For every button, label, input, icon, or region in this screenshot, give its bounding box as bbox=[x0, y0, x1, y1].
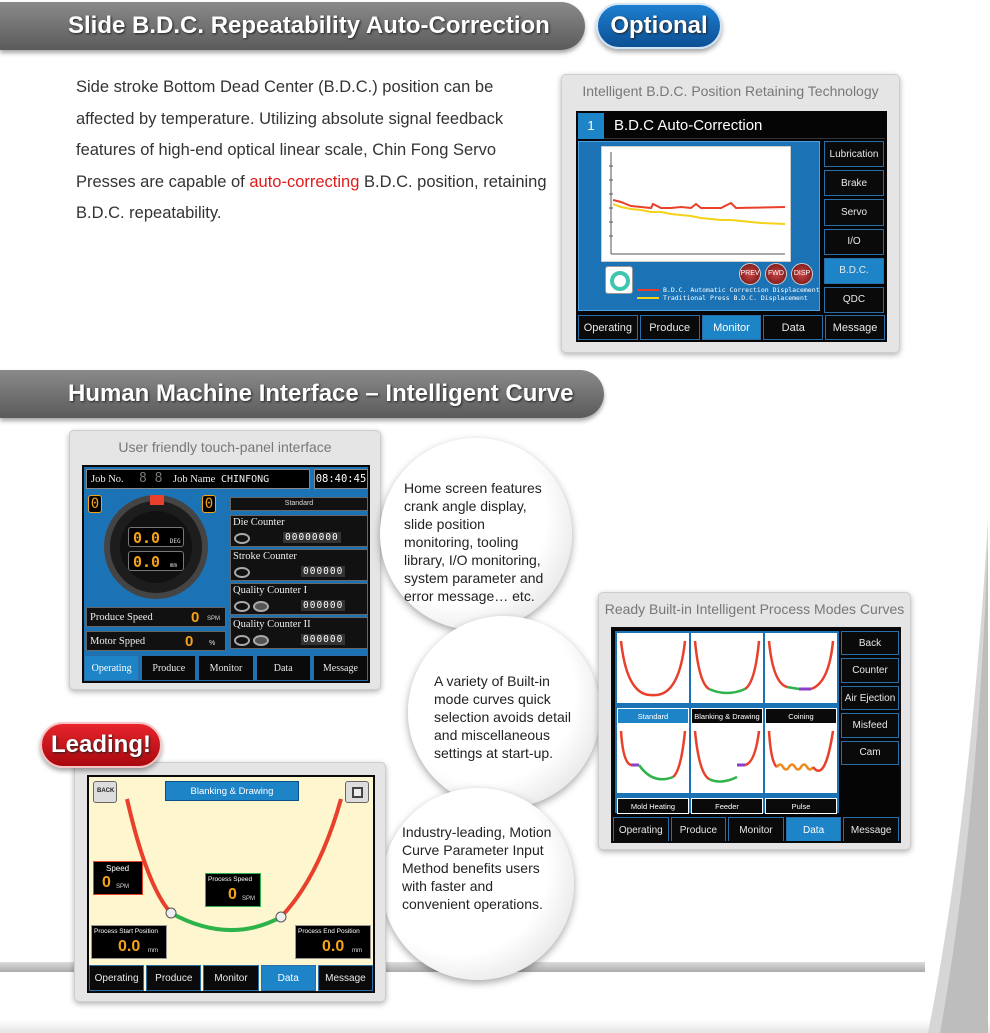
tab-produce[interactable]: Produce bbox=[640, 315, 700, 340]
description-text-end: B.D.C. position, retaining B.D.C. repeatability. bbox=[76, 172, 547, 222]
modes-screen bbox=[611, 627, 901, 843]
description-highlight: auto-correcting bbox=[249, 172, 360, 191]
job-no-label: Job No. bbox=[91, 474, 124, 485]
tab-message[interactable]: Message bbox=[843, 817, 899, 843]
reset-icon bbox=[234, 601, 250, 612]
side-button-air-ejection[interactable]: Air Ejection bbox=[841, 686, 899, 710]
process-speed-value: 0 bbox=[228, 886, 237, 903]
tab-operating[interactable]: Operating bbox=[89, 965, 144, 991]
tab-data[interactable]: Data bbox=[261, 965, 316, 991]
reset-icon bbox=[234, 533, 250, 544]
bdc-chart-panel bbox=[578, 141, 820, 311]
home-screen-frame bbox=[69, 430, 381, 690]
tab-produce[interactable]: Produce bbox=[146, 965, 201, 991]
side-button-qdc[interactable]: QDC bbox=[824, 287, 884, 313]
position-value: 0.0 bbox=[133, 553, 161, 571]
start-point-handle[interactable] bbox=[166, 908, 176, 918]
angle-value: 0.0 bbox=[133, 529, 161, 547]
home-screen bbox=[82, 465, 370, 683]
tab-message[interactable]: Message bbox=[313, 655, 368, 681]
end-position-unit: mm bbox=[352, 948, 362, 954]
motor-speed-label: Motor Spped bbox=[90, 636, 146, 647]
produce-speed-label: Produce Speed bbox=[90, 612, 153, 623]
disp-button[interactable]: DISP bbox=[791, 263, 813, 285]
motor-speed-box bbox=[86, 631, 226, 651]
tab-monitor[interactable]: Monitor bbox=[702, 315, 762, 340]
back-button[interactable] bbox=[93, 781, 117, 803]
blanking-curve-icon bbox=[691, 633, 763, 703]
dial-left-value: 0 bbox=[88, 495, 102, 513]
mode-tile-blanking[interactable] bbox=[691, 633, 763, 719]
mode-label-mold-heating: Mold Heating bbox=[617, 798, 689, 814]
curve-screen bbox=[87, 775, 375, 993]
mode-label-coining: Coining bbox=[765, 708, 837, 724]
decorative-swoosh bbox=[900, 520, 990, 1033]
reset-icon bbox=[234, 567, 250, 578]
toggle-icon bbox=[253, 635, 269, 646]
produce-speed-value: 0 bbox=[191, 609, 200, 626]
modes-side-menu bbox=[841, 631, 899, 765]
die-counter-label: Die Counter bbox=[233, 517, 285, 528]
bubble-text-home: Home screen features crank angle display, slide position monitoring, tooling library, I/O monitoring, system parameter and error message… etc. bbox=[404, 480, 544, 604]
start-position-value: 0.0 bbox=[118, 938, 141, 955]
reset-icon bbox=[234, 635, 250, 646]
approach-curve bbox=[127, 799, 171, 913]
job-no-value: 8 8 bbox=[139, 471, 163, 486]
tab-message[interactable]: Message bbox=[825, 315, 885, 340]
bdc-title-bar bbox=[578, 113, 885, 139]
side-button-brake[interactable]: Brake bbox=[824, 170, 884, 196]
quality-counter-2-label: Quality Counter II bbox=[233, 619, 311, 630]
pulse-curve-icon bbox=[765, 723, 837, 793]
counter-quality-2 bbox=[230, 617, 368, 649]
home-screen-caption: User friendly touch-panel interface bbox=[118, 439, 332, 455]
modes-screen-caption: Ready Built-in Intelligent Process Modes Curves bbox=[604, 601, 905, 617]
dial-marker bbox=[150, 495, 164, 505]
bdc-description bbox=[76, 72, 554, 230]
mode-tile-feeder[interactable] bbox=[691, 723, 763, 809]
curve-screen-frame bbox=[74, 762, 386, 1002]
counter-die bbox=[230, 515, 368, 547]
die-counter-value: 00000000 bbox=[285, 532, 339, 543]
tab-operating[interactable]: Operating bbox=[578, 315, 638, 340]
motor-speed-unit: % bbox=[209, 640, 216, 647]
tab-monitor[interactable]: Monitor bbox=[198, 655, 253, 681]
quality-counter-1-label: Quality Counter I bbox=[233, 585, 308, 596]
produce-speed-unit: SPM bbox=[207, 616, 221, 622]
mode-label-pulse: Pulse bbox=[765, 798, 837, 814]
bdc-index: 1 bbox=[578, 113, 604, 139]
side-button-lubrication[interactable]: Lubrication bbox=[824, 141, 884, 167]
side-button-servo[interactable]: Servo bbox=[824, 199, 884, 225]
curve-title: Blanking & Drawing bbox=[165, 781, 299, 801]
start-position-unit: mm bbox=[148, 948, 158, 954]
tab-data[interactable]: Data bbox=[763, 315, 823, 340]
optional-badge-label: Optional bbox=[610, 12, 708, 39]
process-speed-unit: SPM bbox=[242, 896, 256, 902]
position-readout bbox=[128, 551, 184, 571]
crank-dial bbox=[104, 495, 208, 599]
process-curve bbox=[171, 913, 281, 930]
tab-message[interactable]: Message bbox=[318, 965, 373, 991]
section-title-hmi: Human Machine Interface – Intelligent Curve bbox=[68, 380, 574, 407]
speed-unit: SPM bbox=[116, 884, 130, 890]
speed-value: 0 bbox=[102, 874, 111, 891]
description-text: Side stroke Bottom Dead Center (B.D.C.) position can be affected by temperature. Utilizing absolute signal feedback features of high-end optical linear scale, Chin Fong Servo Presses are capable of bbox=[76, 78, 504, 191]
bdc-side-menu bbox=[824, 141, 884, 313]
speed-label: Speed bbox=[106, 864, 130, 873]
end-position-box[interactable] bbox=[295, 925, 371, 959]
stroke-counter-value: 000000 bbox=[303, 566, 344, 577]
side-button-misfeed[interactable]: Misfeed bbox=[841, 713, 899, 737]
toggle-icon bbox=[253, 601, 269, 612]
tab-data[interactable]: Data bbox=[256, 655, 311, 681]
home-tab-bar bbox=[84, 655, 368, 681]
bdc-status-indicator bbox=[605, 266, 633, 294]
coining-curve-icon bbox=[765, 633, 837, 703]
quality-counter-1-value: 000000 bbox=[303, 600, 344, 611]
stroke-counter-label: Stroke Counter bbox=[233, 551, 297, 562]
tab-produce[interactable]: Produce bbox=[671, 817, 727, 843]
dial-right-value: 0 bbox=[202, 495, 216, 513]
side-button-back[interactable]: Back bbox=[841, 631, 899, 655]
mode-tile-mold-heating[interactable] bbox=[617, 723, 689, 809]
counter-stroke bbox=[230, 549, 368, 581]
tab-monitor[interactable]: Monitor bbox=[728, 817, 784, 843]
quality-counter-2-value: 000000 bbox=[303, 634, 344, 645]
modes-screen-frame bbox=[598, 592, 911, 850]
bubble-text-curve: Industry-leading, Motion Curve Parameter Input Method benefits users with faster and convenient operations. bbox=[402, 824, 552, 912]
counter-quality-1 bbox=[230, 583, 368, 615]
end-position-value: 0.0 bbox=[322, 938, 345, 955]
mode-label: Standard bbox=[230, 497, 368, 511]
mold-heating-curve-icon bbox=[617, 723, 689, 793]
legend-item-traditional: Traditional Press B.D.C. Displacement bbox=[637, 294, 821, 302]
side-button-cam[interactable]: Cam bbox=[841, 741, 899, 765]
tab-monitor[interactable]: Monitor bbox=[203, 965, 258, 991]
mode-tile-standard[interactable] bbox=[617, 633, 689, 719]
fwd-button[interactable]: FWD bbox=[765, 263, 787, 285]
bdc-tab-bar bbox=[578, 315, 885, 340]
bubble-text-modes: A variety of Built-in mode curves quick selection avoids detail and miscellaneous settings at start-up. bbox=[434, 673, 571, 761]
bdc-screen-caption: Intelligent B.D.C. Position Retaining Technology bbox=[582, 83, 879, 99]
position-unit: mm bbox=[169, 562, 177, 569]
end-point-handle[interactable] bbox=[276, 912, 286, 922]
feeder-curve-icon bbox=[691, 723, 763, 793]
leading-badge bbox=[40, 722, 162, 768]
mode-tile-pulse[interactable] bbox=[765, 723, 837, 809]
tab-operating[interactable]: Operating bbox=[613, 817, 669, 843]
job-name-label: Job Name bbox=[173, 474, 216, 485]
clock: 08:40:45 bbox=[314, 469, 368, 489]
section-banner-hmi bbox=[0, 370, 604, 418]
bdc-round-buttons bbox=[739, 263, 819, 285]
optional-badge bbox=[596, 3, 722, 49]
return-curve bbox=[281, 799, 341, 917]
side-button-bdc[interactable]: B.D.C. bbox=[824, 258, 884, 284]
produce-speed-box bbox=[86, 607, 226, 627]
back-icon: BACK bbox=[97, 788, 115, 794]
status-ring-icon bbox=[610, 271, 630, 291]
mode-label-feeder: Feeder bbox=[691, 798, 763, 814]
leading-badge-label: Leading! bbox=[51, 731, 151, 758]
side-button-io[interactable]: I/O bbox=[824, 229, 884, 255]
curve-tab-bar bbox=[89, 965, 373, 991]
bdc-screen bbox=[576, 111, 887, 342]
process-speed-box[interactable] bbox=[205, 873, 261, 907]
bdc-title: B.D.C Auto-Correction bbox=[614, 117, 763, 134]
side-button-counter[interactable]: Counter bbox=[841, 658, 899, 682]
legend-item-auto: B.D.C. Automatic Correction Displacement bbox=[637, 286, 821, 294]
bdc-screen-frame bbox=[561, 74, 900, 353]
bdc-chart bbox=[601, 146, 791, 262]
tab-produce[interactable]: Produce bbox=[141, 655, 196, 681]
process-speed-label: Process Speed bbox=[208, 876, 253, 883]
tab-data[interactable]: Data bbox=[786, 817, 842, 843]
motor-speed-value: 0 bbox=[185, 633, 194, 650]
prev-button[interactable]: PREV bbox=[739, 263, 761, 285]
mode-label-blanking: Blanking & Drawing bbox=[691, 708, 763, 724]
crank-dial-panel bbox=[86, 493, 228, 605]
section-banner-bdc bbox=[0, 2, 585, 50]
angle-readout bbox=[128, 527, 184, 547]
job-bar bbox=[86, 469, 310, 489]
mode-label-standard: Standard bbox=[617, 708, 689, 724]
base-strip-lower bbox=[0, 1020, 990, 1033]
job-name-value: CHINFONG bbox=[221, 474, 270, 485]
modes-tab-bar bbox=[613, 817, 899, 843]
mode-tile-coining[interactable] bbox=[765, 633, 837, 719]
end-position-label: Process End Position bbox=[298, 928, 360, 935]
standard-curve-icon bbox=[617, 633, 689, 703]
speed-box[interactable] bbox=[93, 861, 143, 895]
section-title: Slide B.D.C. Repeatability Auto-Correction bbox=[68, 12, 550, 39]
start-position-label: Process Start Position bbox=[94, 928, 158, 935]
start-position-box[interactable] bbox=[91, 925, 167, 959]
bdc-legend bbox=[637, 286, 821, 302]
tab-operating[interactable]: Operating bbox=[84, 655, 139, 681]
angle-unit: DEG bbox=[169, 538, 181, 545]
curve-chart bbox=[119, 797, 359, 937]
